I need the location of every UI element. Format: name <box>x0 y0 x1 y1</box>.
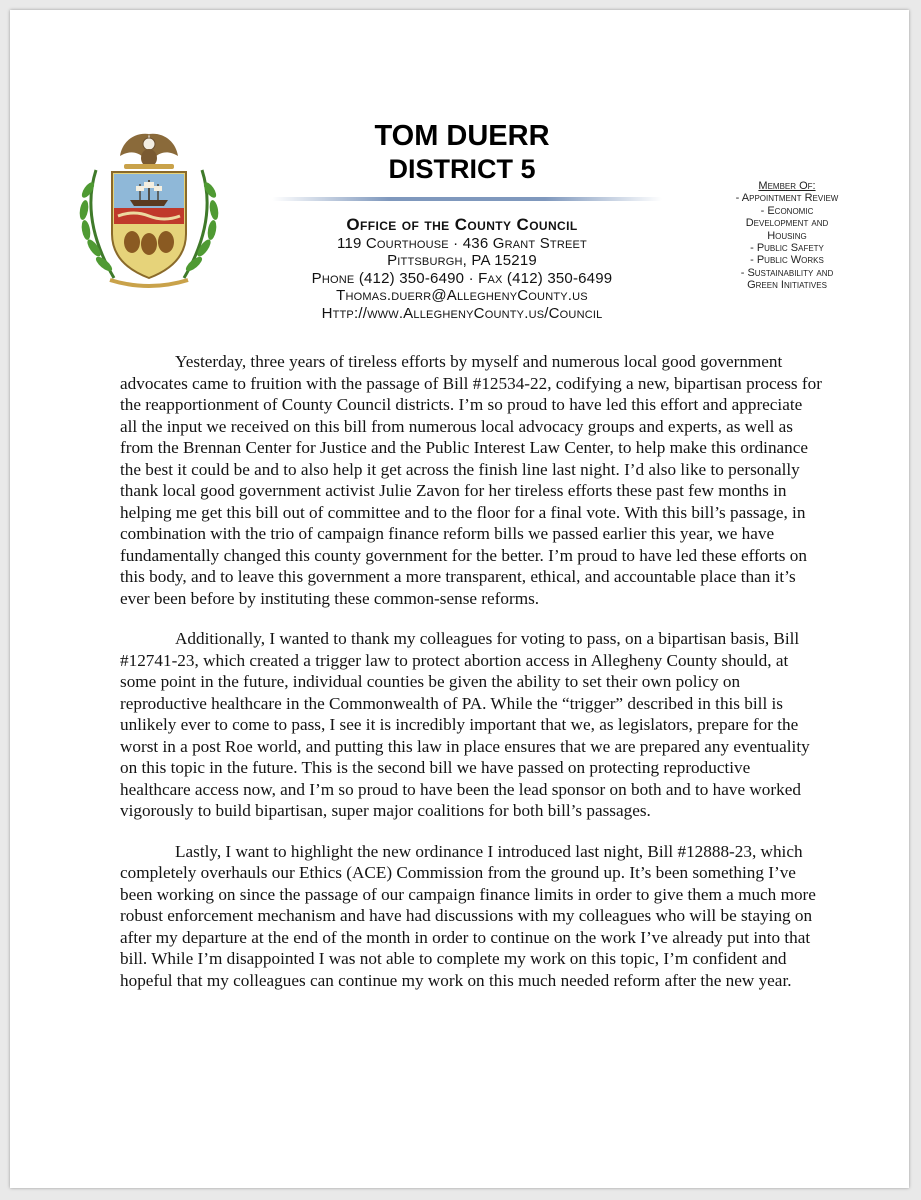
membership-item: Development and <box>745 217 829 230</box>
membership-heading: Member Of: <box>758 180 816 192</box>
membership-item: - Appointment Review <box>735 192 839 205</box>
body-paragraph: Lastly, I want to highlight the new ordinance I introduced last night, Bill #12888-23, which completely overhauls our Ethics (ACE) Commission from the ground up. It’s been something I’ve been working on since the passage of our campaign finance limits in order to give them a much more robust enforcement mechanism and have had discussions with my colleagues who will be staying on after my departure at the end of the month in order to continue on the work I’ve already put into that bill. While I’m disappointed I was not able to complete my work on this topic, I’m confident and hopeful that my colleagues can continue my work on this much needed reform after the new year. <box>120 841 816 990</box>
body-paragraph: Yesterday, three years of tireless efforts by myself and numerous local good government advocates came to fruition with the passage of Bill #12534-22, codifying a new, bipartisan process for the reapportionment of County Council districts. I’m so proud to have led this effort and appreciate all the input we received on this bill from numerous local advocacy groups and experts, as well as from the Brennan Center for Justice and the Public Interest Law Center, to help make this ordinance the best it could be and to also help it get across the finish line last night. I’d also like to personally thank local good government activist Julie Zavon for her tireless efforts these past few months in helping me get this bill out of committee and to the floor for a final vote. With this bill’s passage, in combination with the trio of campaign finance reform bills we passed earlier this year, we have fundamentally changed this county government for the better. I’m proud to have led these efforts on this body, and to leave this government a more transparent, ethical, and accountable place than it’s ever been before by instituting these common-sense reforms. <box>120 352 822 608</box>
office-website-link[interactable]: Http://www.AlleghenyCounty.us/Council <box>321 304 603 322</box>
membership-item: Green Initiatives <box>747 279 827 292</box>
office-name: Office of the County Council <box>346 215 578 234</box>
district-label: DISTRICT 5 <box>388 154 536 184</box>
membership-item: - Public Works <box>750 254 824 267</box>
letter-page <box>10 10 909 1188</box>
membership-item: Housing <box>767 229 807 242</box>
body-paragraph: Additionally, I wanted to thank my colleagues for voting to pass, on a bipartisan basis, Bill #12741-23, which created a trigger law to protect abortion access in Allegheny County should, at some point in the future, individual counties be given the ability to set their own policy on reproductive healthcare in the Commonwealth of PA. While the “trigger” described in this bill is unlikely ever to come to pass, I see it is incredibly important that we, as legislators, prepare for the worst in a post Roe world, and putting this law in place ensures that we are prepared any eventuality on this topic in the future. This is the second bill we have passed on protecting reproductive healthcare access now, and I’m so proud to have been the lead sponsor on both and to have worked vigorously to build bipartisan, super major coalitions for both bill’s passages. <box>120 629 810 820</box>
membership-item: - Sustainability and <box>740 266 834 279</box>
membership-item: - Public Safety <box>750 242 824 255</box>
office-phone-fax: Phone (412) 350-6490 · Fax (412) 350-6499 <box>311 269 613 287</box>
membership-item: - Economic <box>760 204 814 217</box>
office-contact-block <box>272 216 652 322</box>
office-email-link[interactable]: Thomas.duerr@AlleghenyCounty.us <box>336 287 588 304</box>
council-member-name: TOM DUERR <box>374 120 550 152</box>
committee-membership-list <box>712 180 862 292</box>
office-address-line-1: 119 Courthouse · 436 Grant Street <box>337 234 587 252</box>
allegheny-county-seal-icon <box>74 130 224 290</box>
letter-body <box>120 351 822 1010</box>
office-address-line-2: Pittsburgh, PA 15219 <box>387 252 537 269</box>
header-divider <box>272 197 662 201</box>
